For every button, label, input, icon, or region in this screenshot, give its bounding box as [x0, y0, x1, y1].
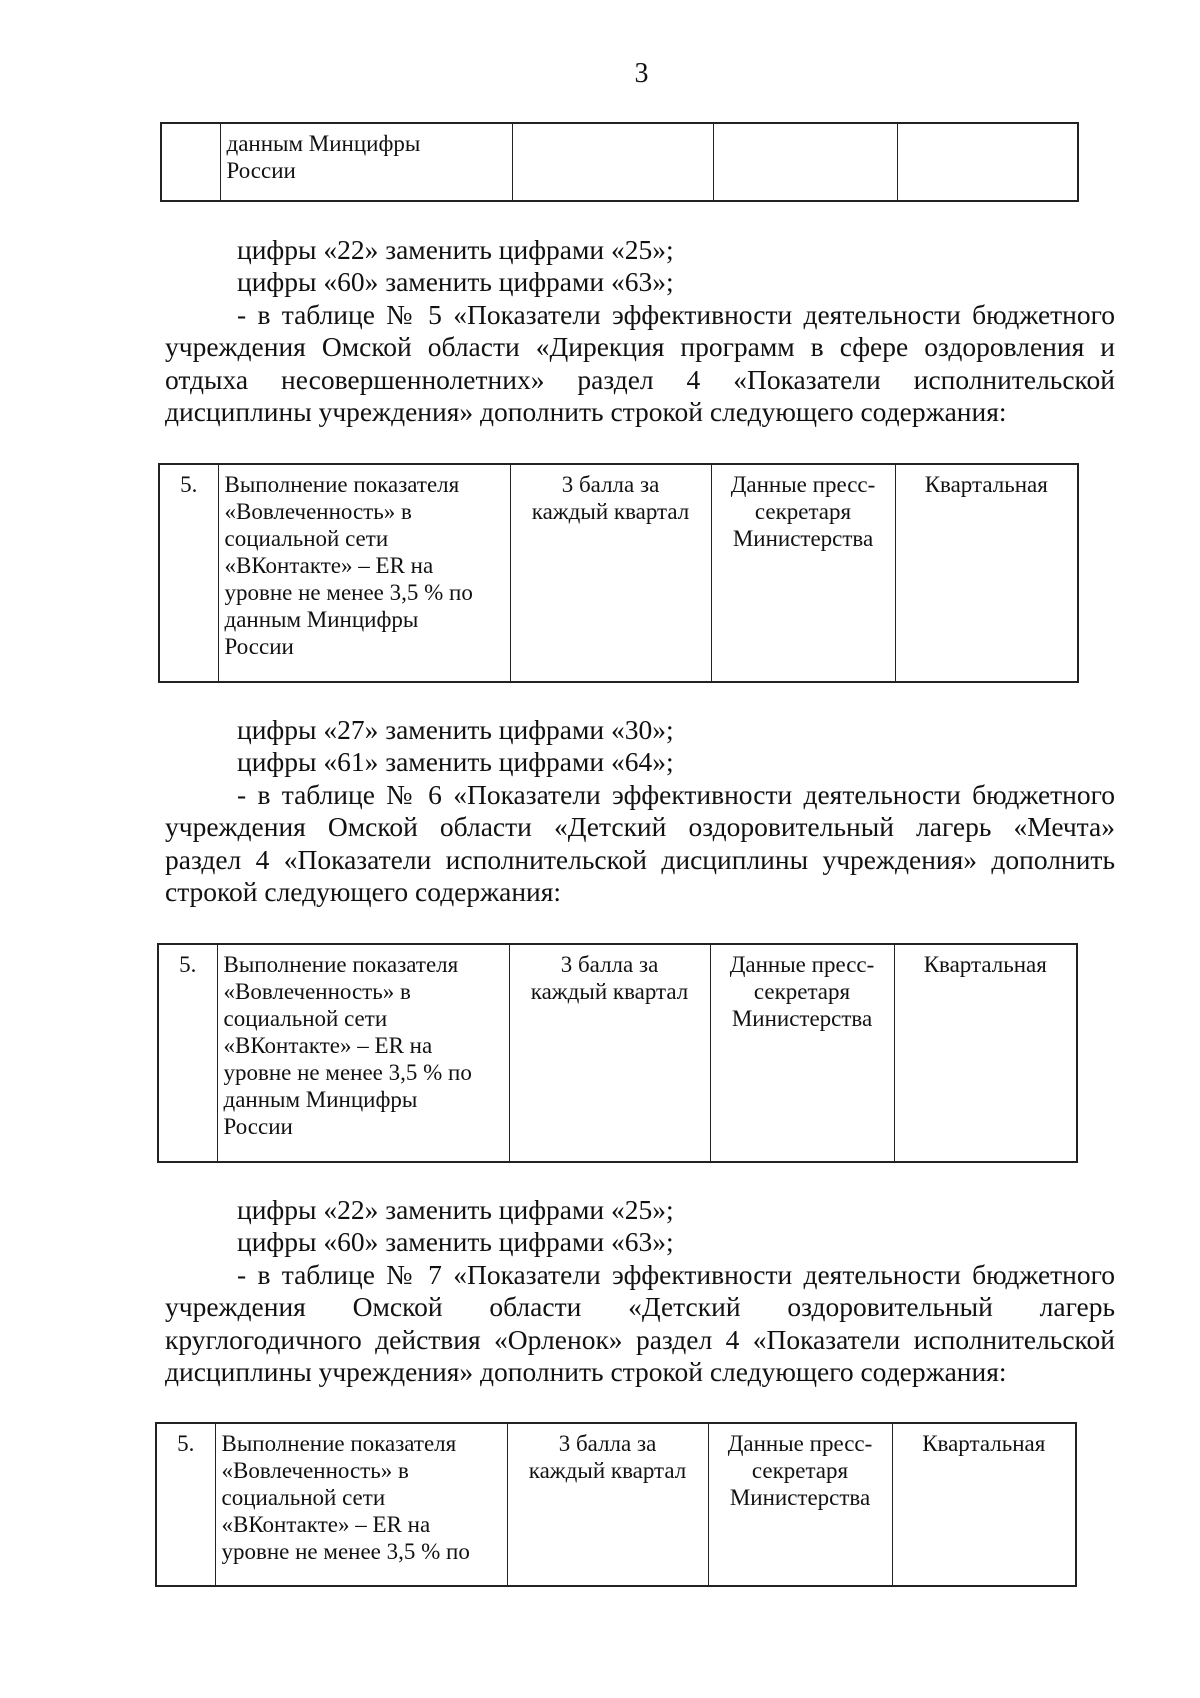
- cell-points: 3 балла за каждый квартал: [507, 1423, 708, 1586]
- text-line: дисциплины учреждения» дополнить строкой следующего содержания:: [165, 1356, 1007, 1388]
- cell-frequency: Квартальная: [892, 1423, 1076, 1586]
- paragraph-block-3: [165, 1194, 1115, 1388]
- text-line: цифры «60» заменить цифрами «63»;: [237, 266, 674, 298]
- text-line: строкой следующего содержания:: [165, 876, 562, 908]
- text-line: круглогодичного действия «Орленок» раздел 4 «Показатели исполнительской: [165, 1323, 1115, 1355]
- table-6-row: [157, 943, 1078, 1163]
- cell-points: [512, 123, 713, 201]
- text-line: дисциплины учреждения» дополнить строкой следующего содержания:: [165, 396, 1007, 428]
- cell-indicator: Выполнение показателя «Вовлеченность» в социальной сети «ВКонтакте» – ER на уровне не менее 3,5 % по данным Минцифры России: [218, 464, 510, 682]
- cell-number: [161, 123, 220, 201]
- cell-indicator: Выполнение показателя «Вовлеченность» в социальной сети «ВКонтакте» – ER на уровне не менее 3,5 % по: [215, 1423, 507, 1586]
- cell-source: Данные пресс- секретаря Министерства: [708, 1423, 892, 1586]
- table-row: [161, 123, 1078, 201]
- cell-indicator: Выполнение показателя «Вовлеченность» в социальной сети «ВКонтакте» – ER на уровне не менее 3,5 % по данным Минцифры России: [217, 944, 509, 1162]
- text-line: учреждения Омской области «Детский оздоровительный лагерь «Мечта»: [165, 811, 1115, 843]
- text-line: цифры «22» заменить цифрами «25»;: [237, 1194, 674, 1225]
- text-line: цифры «27» заменить цифрами «30»;: [237, 714, 674, 745]
- text-line: отдыха несовершеннолетних» раздел 4 «Показатели исполнительской: [165, 363, 1115, 395]
- cell-frequency: Квартальная: [894, 944, 1077, 1162]
- cell-source: Данные пресс- секретаря Министерства: [711, 464, 895, 682]
- page-number: 3: [634, 58, 649, 89]
- text-line: - в таблице № 5 «Показатели эффективности деятельности бюджетного: [237, 298, 1115, 330]
- cell-number: 5.: [156, 1423, 215, 1586]
- text-line: учреждения Омской области «Детский оздоровительный лагерь: [165, 1291, 1115, 1323]
- text-line: раздел 4 «Показатели исполнительской дисциплины учреждения» дополнить: [165, 843, 1115, 875]
- cell-source: Данные пресс- секретаря Министерства: [710, 944, 894, 1162]
- text-line: учреждения Омской области «Дирекция программ в сфере оздоровления и: [165, 331, 1115, 363]
- text-line: цифры «61» заменить цифрами «64»;: [237, 746, 674, 778]
- table-row: [159, 464, 1078, 682]
- paragraph-block-2: [165, 714, 1115, 908]
- cell-frequency: Квартальная: [895, 464, 1078, 682]
- paragraph-block-1: [165, 234, 1115, 428]
- table-row: [156, 1423, 1076, 1586]
- text-line: - в таблице № 7 «Показатели эффективности деятельности бюджетного: [237, 1258, 1115, 1290]
- cell-number: 5.: [159, 464, 218, 682]
- cell-source: [713, 123, 897, 201]
- text-line: цифры «60» заменить цифрами «63»;: [237, 1226, 674, 1258]
- cell-indicator: данным Минцифры России: [220, 123, 512, 201]
- table-7-row: [155, 1422, 1077, 1587]
- cell-number: 5.: [158, 944, 217, 1162]
- table-continuation: [160, 122, 1079, 202]
- text-line: - в таблице № 6 «Показатели эффективности деятельности бюджетного: [237, 778, 1115, 810]
- cell-frequency: [897, 123, 1078, 201]
- text-line: цифры «22» заменить цифрами «25»;: [237, 234, 674, 265]
- cell-points: 3 балла за каждый квартал: [510, 464, 711, 682]
- table-row: [158, 944, 1077, 1162]
- table-5-row: [158, 463, 1079, 683]
- cell-points: 3 балла за каждый квартал: [509, 944, 710, 1162]
